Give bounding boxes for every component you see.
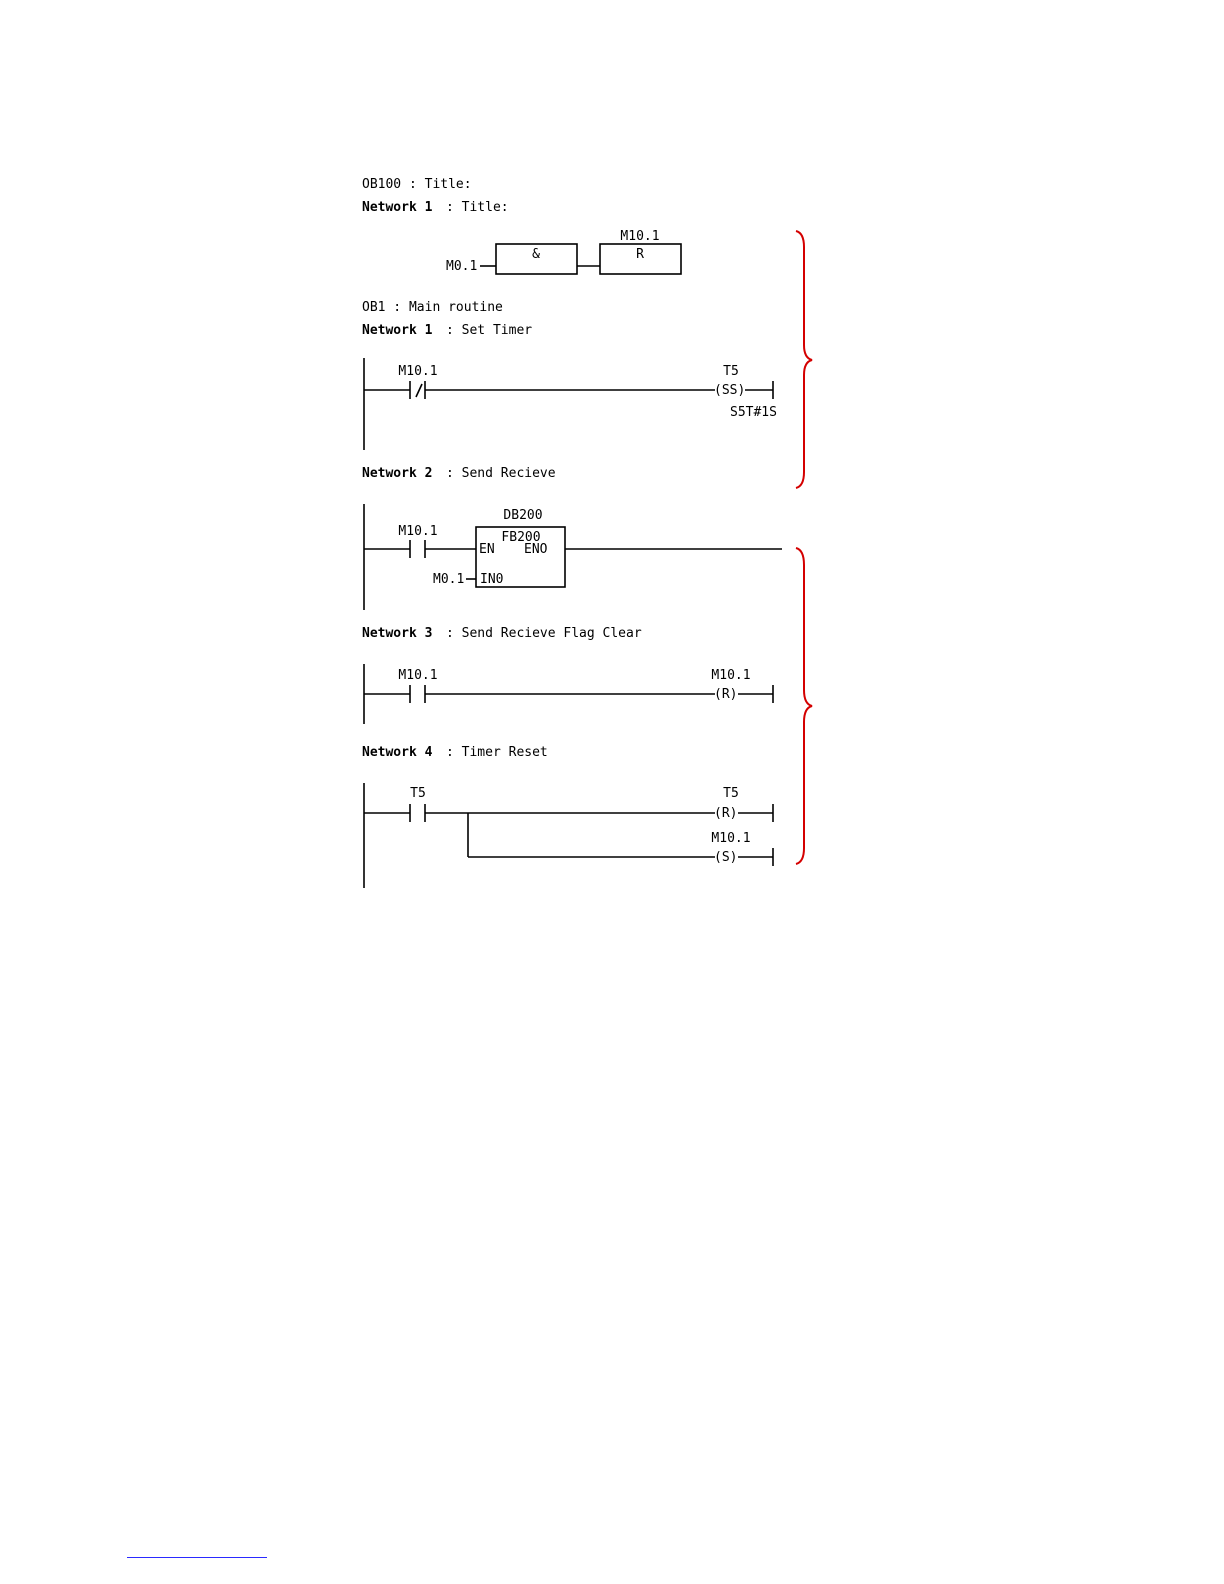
n1-preset: S5T#1S [730,405,777,420]
ob1-network3-title: : Send Recieve Flag Clear [446,626,642,641]
fb200-in-pin: IN0 [480,572,504,587]
n4-coil2: (S) [714,850,738,865]
reset-box-label: R [636,247,644,262]
ob100-network1-label: Network 1 [362,200,433,215]
ob1-header: OB1 : Main routine [362,300,503,315]
fb200-en-pin: EN [479,542,495,557]
ob1-network1-label: Network 1 [362,323,433,338]
ob1-network4-label: Network 4 [362,745,433,760]
ob1-network1-title: : Set Timer [446,323,533,338]
reset-box-address: M10.1 [620,229,660,244]
n4-coil1-address: T5 [723,786,739,801]
n3-coil-address: M10.1 [711,668,751,683]
upper-curly-brace [796,231,812,488]
ob1-network2-title: : Send Recieve [446,466,556,481]
n3-coil: (R) [714,687,738,702]
n3-contact-address: M10.1 [398,668,438,683]
ob100-network1-title: : Title: [446,200,509,215]
n4-coil2-address: M10.1 [711,831,751,846]
fb200-in-address: M0.1 [433,572,465,587]
fb200-eno-pin: ENO [524,542,548,557]
ob1-network3-label: Network 3 [362,626,433,641]
n4-coil1: (R) [714,806,738,821]
ob100-header: OB100 : Title: [362,177,472,192]
n2-contact-address: M10.1 [398,524,438,539]
n1-contact-address: M10.1 [398,364,438,379]
ob1-network2-label: Network 2 [362,466,433,481]
n4-contact-address: T5 [410,786,426,801]
ob1-network4-title: : Timer Reset [446,745,548,760]
footnote-separator-line [127,1557,267,1558]
n2-db-label: DB200 [503,508,543,523]
lower-curly-brace [796,548,812,864]
fb200-label: FB200 [501,530,541,545]
ob100-input-address: M0.1 [446,259,478,274]
n1-coil: (SS) [714,383,746,398]
n1-nc-contact-slash [416,384,422,397]
and-box-label: & [532,247,540,262]
n1-coil-address: T5 [723,364,739,379]
